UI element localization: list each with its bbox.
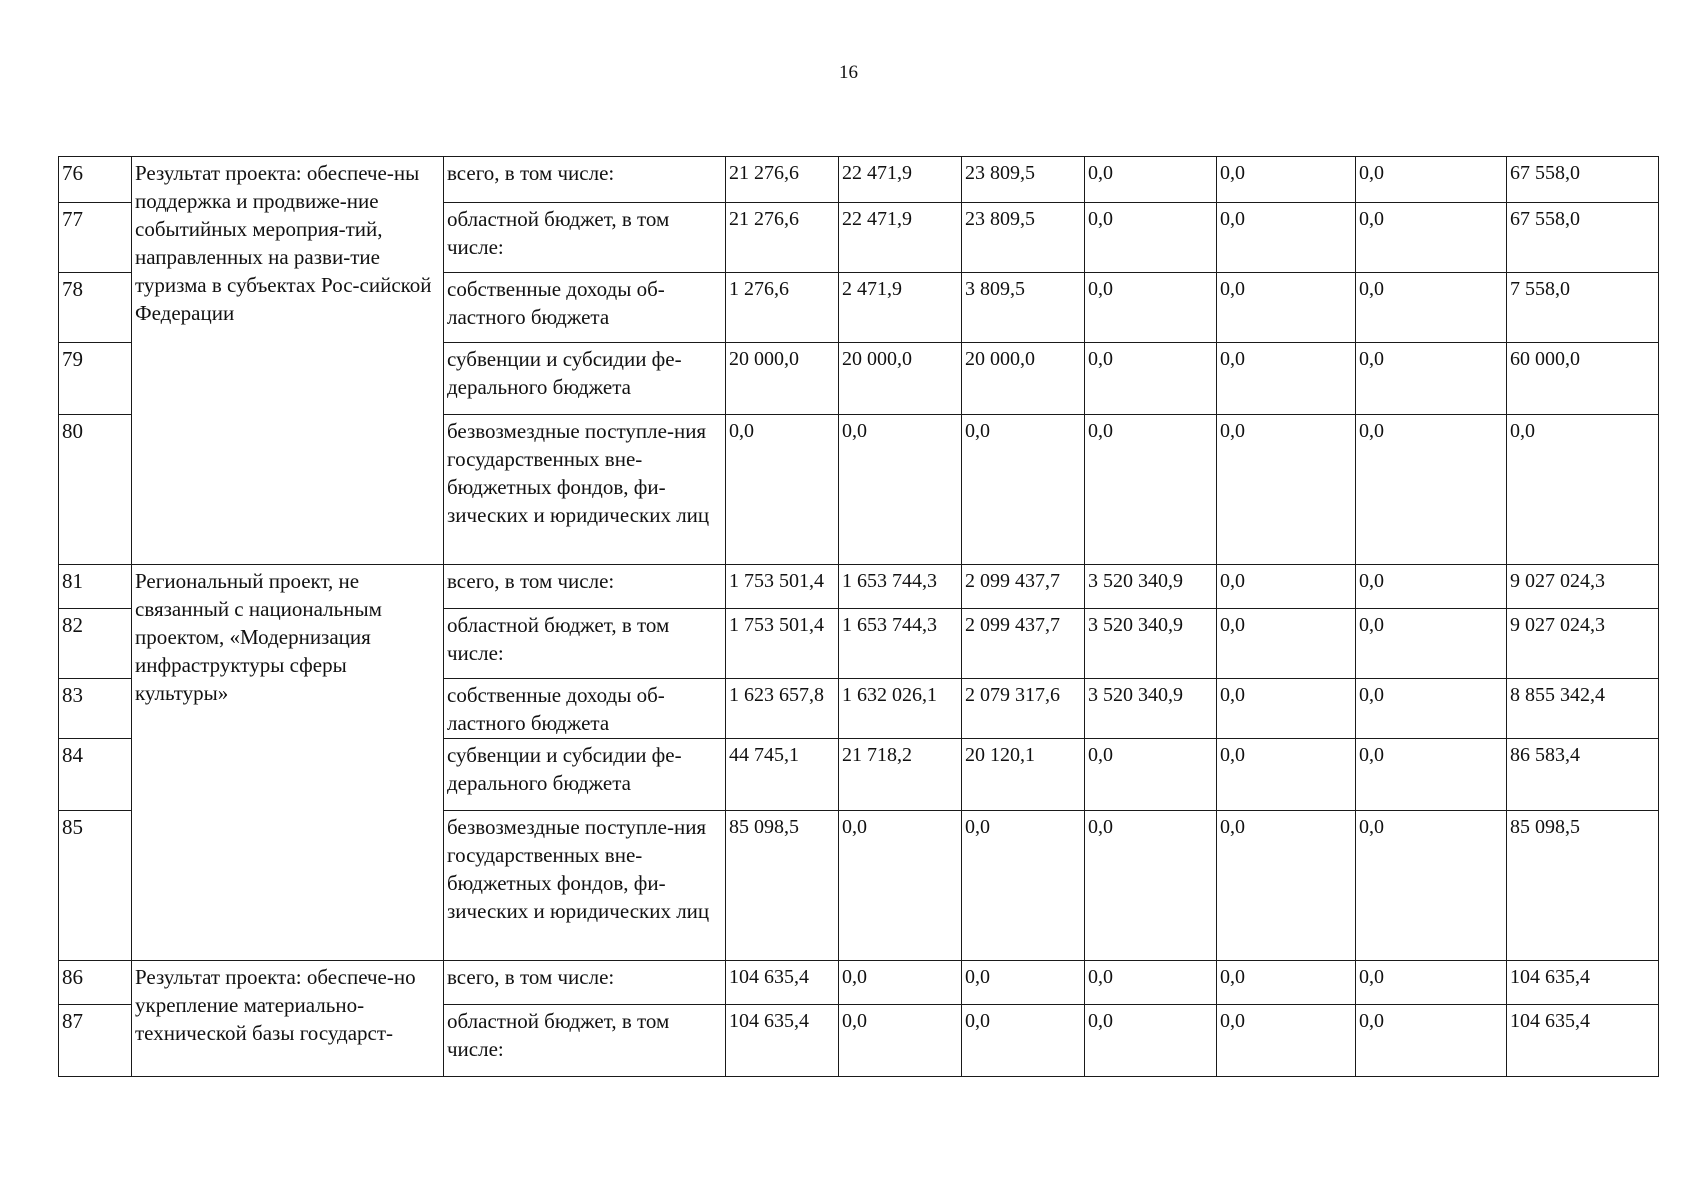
value-cell: 0,0 [1356, 415, 1507, 565]
value-cell: 22 471,9 [839, 203, 962, 273]
value-cell: 0,0 [1356, 679, 1507, 739]
value-cell: 22 471,9 [839, 157, 962, 203]
value-cell: 21 276,6 [726, 157, 839, 203]
value-cell: 1 276,6 [726, 273, 839, 343]
total-cell: 9 027 024,3 [1507, 565, 1659, 609]
value-cell: 21 276,6 [726, 203, 839, 273]
row-description: безвозмездные поступле-ния государственных вне-бюджетных фондов, фи-зических и юридических лиц [444, 811, 726, 961]
row-number: 80 [59, 415, 132, 565]
row-description: областной бюджет, в том числе: [444, 203, 726, 273]
value-cell: 0,0 [1217, 739, 1356, 811]
row-number: 82 [59, 609, 132, 679]
group-title: Результат проекта: обеспече-но укрепление материально-технической базы государст- [132, 961, 444, 1077]
row-number: 85 [59, 811, 132, 961]
value-cell: 20 120,1 [962, 739, 1085, 811]
value-cell: 1 753 501,4 [726, 565, 839, 609]
total-cell: 9 027 024,3 [1507, 609, 1659, 679]
value-cell: 0,0 [839, 415, 962, 565]
value-cell: 0,0 [1356, 203, 1507, 273]
value-cell: 0,0 [1217, 343, 1356, 415]
value-cell: 0,0 [1217, 157, 1356, 203]
value-cell: 1 623 657,8 [726, 679, 839, 739]
value-cell: 0,0 [1217, 415, 1356, 565]
value-cell: 0,0 [1356, 609, 1507, 679]
value-cell: 0,0 [1217, 609, 1356, 679]
value-cell: 0,0 [1085, 203, 1217, 273]
row-number: 84 [59, 739, 132, 811]
value-cell: 104 635,4 [726, 1005, 839, 1077]
value-cell: 1 653 744,3 [839, 609, 962, 679]
value-cell: 0,0 [1085, 811, 1217, 961]
value-cell: 0,0 [1217, 679, 1356, 739]
row-description: областной бюджет, в том числе: [444, 609, 726, 679]
value-cell: 2 079 317,6 [962, 679, 1085, 739]
table-row [59, 961, 1659, 1005]
total-cell: 8 855 342,4 [1507, 679, 1659, 739]
total-cell: 86 583,4 [1507, 739, 1659, 811]
value-cell: 0,0 [1217, 811, 1356, 961]
row-description: безвозмездные поступле-ния государственных вне-бюджетных фондов, фи-зических и юридических лиц [444, 415, 726, 565]
value-cell: 0,0 [1085, 157, 1217, 203]
value-cell: 1 653 744,3 [839, 565, 962, 609]
value-cell: 44 745,1 [726, 739, 839, 811]
value-cell: 0,0 [1217, 961, 1356, 1005]
value-cell: 0,0 [1217, 203, 1356, 273]
row-description: всего, в том числе: [444, 565, 726, 609]
group-title: Результат проекта: обеспече-ны поддержка и продвиже-ние событийных мероприя-тий, направленных на разви-тие туризма в субъектах Рос-сийской Федерации [132, 157, 444, 565]
total-cell: 7 558,0 [1507, 273, 1659, 343]
value-cell: 3 520 340,9 [1085, 609, 1217, 679]
value-cell: 0,0 [1085, 273, 1217, 343]
value-cell: 0,0 [839, 811, 962, 961]
row-description: субвенции и субсидии фе-дерального бюджета [444, 343, 726, 415]
value-cell: 104 635,4 [726, 961, 839, 1005]
value-cell: 0,0 [726, 415, 839, 565]
row-number: 86 [59, 961, 132, 1005]
value-cell: 20 000,0 [839, 343, 962, 415]
value-cell: 0,0 [1085, 739, 1217, 811]
value-cell: 0,0 [1356, 273, 1507, 343]
value-cell: 0,0 [839, 961, 962, 1005]
table-row [59, 565, 1659, 609]
total-cell: 67 558,0 [1507, 157, 1659, 203]
row-number: 78 [59, 273, 132, 343]
row-description: всего, в том числе: [444, 157, 726, 203]
value-cell: 2 099 437,7 [962, 565, 1085, 609]
value-cell: 0,0 [962, 811, 1085, 961]
page-number: 16 [839, 62, 858, 83]
value-cell: 0,0 [962, 1005, 1085, 1077]
value-cell: 0,0 [1085, 343, 1217, 415]
total-cell: 60 000,0 [1507, 343, 1659, 415]
row-number: 81 [59, 565, 132, 609]
budget-table [58, 156, 1659, 1077]
value-cell: 0,0 [1217, 1005, 1356, 1077]
row-description: субвенции и субсидии фе-дерального бюджета [444, 739, 726, 811]
value-cell: 85 098,5 [726, 811, 839, 961]
total-cell: 0,0 [1507, 415, 1659, 565]
value-cell: 0,0 [1356, 343, 1507, 415]
value-cell: 0,0 [1217, 565, 1356, 609]
group-title: Региональный проект, не связанный с национальным проектом, «Модернизация инфраструктуры сферы культуры» [132, 565, 444, 961]
row-description: собственные доходы об-ластного бюджета [444, 679, 726, 739]
value-cell: 0,0 [1085, 415, 1217, 565]
value-cell: 1 753 501,4 [726, 609, 839, 679]
total-cell: 104 635,4 [1507, 961, 1659, 1005]
value-cell: 2 471,9 [839, 273, 962, 343]
value-cell: 0,0 [1085, 1005, 1217, 1077]
value-cell: 20 000,0 [726, 343, 839, 415]
value-cell: 0,0 [1356, 157, 1507, 203]
total-cell: 67 558,0 [1507, 203, 1659, 273]
value-cell: 23 809,5 [962, 157, 1085, 203]
row-number: 77 [59, 203, 132, 273]
value-cell: 0,0 [1356, 1005, 1507, 1077]
value-cell: 23 809,5 [962, 203, 1085, 273]
row-description: всего, в том числе: [444, 961, 726, 1005]
value-cell: 0,0 [839, 1005, 962, 1077]
value-cell: 0,0 [1085, 961, 1217, 1005]
value-cell: 1 632 026,1 [839, 679, 962, 739]
row-number: 76 [59, 157, 132, 203]
value-cell: 3 809,5 [962, 273, 1085, 343]
row-number: 83 [59, 679, 132, 739]
table-row [59, 157, 1659, 203]
value-cell: 3 520 340,9 [1085, 679, 1217, 739]
row-description: областной бюджет, в том числе: [444, 1005, 726, 1077]
value-cell: 0,0 [1356, 811, 1507, 961]
value-cell: 0,0 [962, 415, 1085, 565]
value-cell: 3 520 340,9 [1085, 565, 1217, 609]
row-number: 79 [59, 343, 132, 415]
value-cell: 0,0 [1217, 273, 1356, 343]
value-cell: 20 000,0 [962, 343, 1085, 415]
row-description: собственные доходы об-ластного бюджета [444, 273, 726, 343]
value-cell: 0,0 [1356, 565, 1507, 609]
total-cell: 85 098,5 [1507, 811, 1659, 961]
total-cell: 104 635,4 [1507, 1005, 1659, 1077]
row-number: 87 [59, 1005, 132, 1077]
value-cell: 0,0 [1356, 961, 1507, 1005]
value-cell: 21 718,2 [839, 739, 962, 811]
value-cell: 0,0 [962, 961, 1085, 1005]
value-cell: 2 099 437,7 [962, 609, 1085, 679]
value-cell: 0,0 [1356, 739, 1507, 811]
